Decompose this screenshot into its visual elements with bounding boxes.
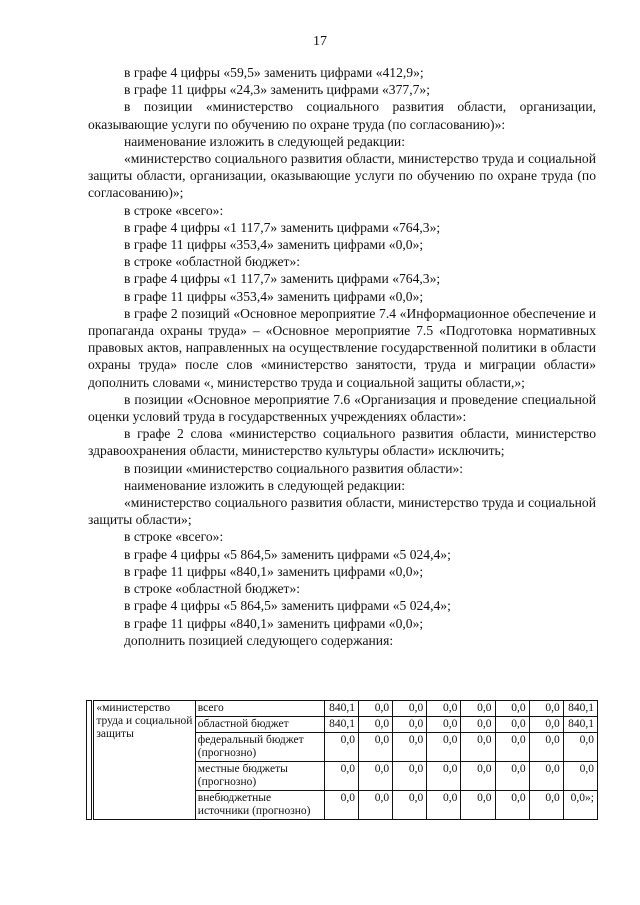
value-cell: 0,0 [393,791,427,820]
paragraph: наименование изложить в следующей редакции: [124,133,405,149]
value-cell: 840,1 [563,717,597,733]
value-cell: 0,0 [427,717,461,733]
value-cell: 0,0 [359,791,393,820]
value-cell: 0,0 [393,762,427,791]
paragraph: в графе 11 цифры «353,4» заменить цифрами «0,0»; [124,288,424,304]
paragraph: в графе 4 цифры «1 117,7» заменить цифрами «764,3»; [124,219,441,235]
value-cell: 0,0 [529,762,563,791]
paragraph: в графе 2 слова «министерство социального развития области, министерство здравоохранения области, министерство культуры области» исключить; [88,426,596,459]
paragraph: в строке «областной бюджет»: [124,254,301,270]
value-cell: 0,0 [461,701,495,717]
funding-source-cell: местные бюджеты (прогнозно) [195,762,324,791]
value-cell: 0,0 [495,717,529,733]
value-cell: 0,0 [427,733,461,762]
value-cell: 0,0 [427,762,461,791]
value-cell: 0,0 [359,733,393,762]
paragraph: в позиции «Основное мероприятие 7.6 «Организация и проведение специальной оценки условий труда в государственных учреждениях области»: [88,391,596,425]
value-cell: 0,0 [393,701,427,717]
paragraph: в позиции «министерство социального развития области, организации, оказывающие услуги по обучению по охране труда (по согласованию)»: [88,99,596,132]
paragraph: в позиции «министерство социального развития области»: [124,460,464,476]
value-cell: 0,0 [563,733,597,762]
value-cell: 0,0 [495,762,529,791]
value-cell: 0,0 [359,701,393,717]
paragraph: в графе 4 цифры «5 864,5» заменить цифрами «5 024,4»; [124,546,451,562]
amendment-table-wrapper [86,700,598,820]
paragraph: в графе 4 цифры «59,5» заменить цифрами «412,9»; [124,65,424,80]
paragraph: «министерство социального развития области, министерство труда и социальной защиты области»; [88,495,596,528]
value-cell: 0,0 [359,762,393,791]
value-cell: 840,1 [563,701,597,717]
value-cell: 0,0 [393,733,427,762]
funding-source-cell: федеральный бюджет (прогнозно) [195,733,324,762]
document-body [88,64,596,649]
value-cell: 0,0 [495,701,529,717]
funding-source-cell: всего [195,701,324,717]
value-cell: 0,0»; [563,791,597,820]
value-cell: 0,0 [324,791,358,820]
value-cell: 0,0 [324,762,358,791]
paragraph: в графе 11 цифры «24,3» заменить цифрами «377,7»; [124,82,430,98]
table-row [87,701,598,717]
value-cell: 0,0 [529,717,563,733]
paragraph: в графе 2 позиций «Основное мероприятие 7.4 «Информационное обеспечение и пропаганда охраны труда» – «Основное мероприятие 7.5 «Подготовка нормативных правовых актов, направленных на осуществление государственной политики в области охраны труда» после слов «министерство занятости, труда и миграции области» дополнить словами «, министерство труда и социальной защиты области,»; [88,305,596,390]
entity-label-cell: «министерство труда и социальной защиты [93,701,195,820]
value-cell: 0,0 [427,701,461,717]
value-cell: 0,0 [324,733,358,762]
value-cell: 0,0 [529,733,563,762]
value-cell: 0,0 [495,733,529,762]
paragraph: наименование изложить в следующей редакции: [124,477,405,493]
value-cell: 0,0 [359,717,393,733]
value-cell: 0,0 [529,791,563,820]
value-cell: 0,0 [563,762,597,791]
paragraph: «министерство социального развития области, министерство труда и социальной защиты области, организации, оказывающие услуги по обучению по охране труда (по согласованию)»; [88,151,596,201]
paragraph: дополнить позицией следующего содержания: [124,632,394,648]
funding-source-cell: внебюджетные источники (прогнозно) [195,791,324,820]
paragraph: в строке «областной бюджет»: [124,581,301,597]
paragraph: в графе 4 цифры «5 864,5» заменить цифрами «5 024,4»; [124,598,451,614]
value-cell: 840,1 [324,701,358,717]
paragraph: в графе 11 цифры «840,1» заменить цифрами «0,0»; [124,563,424,579]
funding-source-cell: областной бюджет [195,717,324,733]
paragraph: в графе 4 цифры «1 117,7» заменить цифрами «764,3»; [124,271,441,287]
value-cell: 0,0 [461,762,495,791]
paragraph: в строке «всего»: [124,202,224,218]
paragraph: в графе 11 цифры «353,4» заменить цифрами «0,0»; [124,237,424,253]
value-cell: 840,1 [324,717,358,733]
paragraph: в графе 11 цифры «840,1» заменить цифрами «0,0»; [124,615,424,631]
value-cell: 0,0 [461,791,495,820]
value-cell: 0,0 [427,791,461,820]
value-cell: 0,0 [461,733,495,762]
value-cell: 0,0 [495,791,529,820]
paragraph: в строке «всего»: [124,529,224,545]
value-cell: 0,0 [461,717,495,733]
page-number: 17 [313,34,327,49]
value-cell: 0,0 [393,717,427,733]
amendment-table [86,700,598,820]
value-cell: 0,0 [529,701,563,717]
